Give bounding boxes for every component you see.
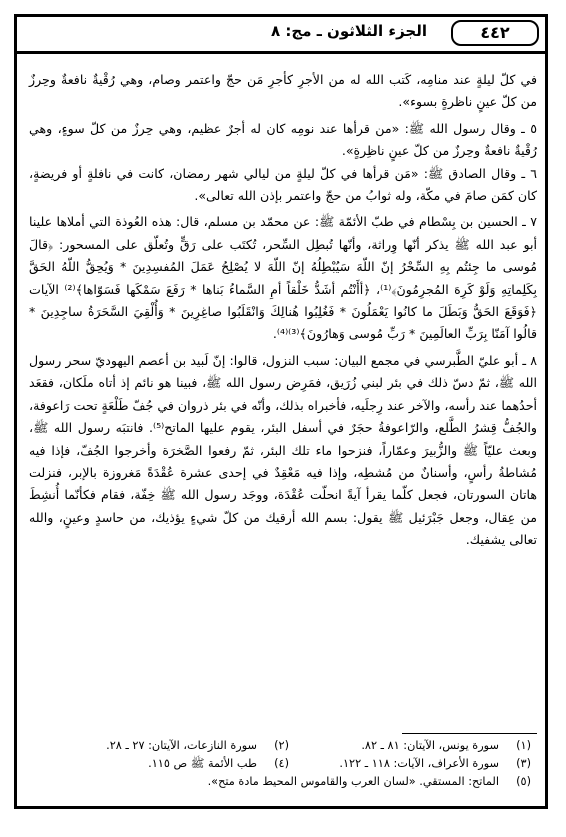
footnote-number: (١) <box>516 739 531 752</box>
footnote-text: الماتح: المستقي. «لسان العرب والقاموس المحيط مادة متح». <box>207 775 499 788</box>
footnote-text: سورة يونس، الآيتان: ٨١ ـ ٨٢. <box>361 739 499 752</box>
paragraph-5: ٨ ـ أبو عليّ الطَّبرسي في مجمع البيان: سبب النزول، قالوا: إنّ لَبيد بن أعصم اليهوديّ سحر رسول الله ﷺ، ثمّ دسّ ذلك في بئر لبني زُرَيق، فمَرِض رسول الله ﷺ، فبينا هو نائم إذ أتاه ملَكان، فقعَد أحدُهما عند رأسه، والآخر عند رِجلَيه، فأخبراه بذلك، وأنّه في بئر ذروان في جُفّ طَلْعَةٍ تحت رَاعوفة، والجُفُّ قِشرُ الطَّلع، والرّاعوفةُ حجَرٌ في أسفل البئر، يقوم عليها الماتح⁽⁵⁾. فانتبَه رسول الله ﷺ، وبعث عليّاً ﷺ والزُّبيرَ وعمّاراً، فنزحوا ماء تلك البئر، ثمّ رفعوا الصَّخرَة وأخرجوا الجُفّ، فإذا فيه مُشاطةُ رأسٍ، وأسنانٌ من مُشطِه، وإذا فيه مَعْقِدٌ في إحدى عشرة عُقْدَةً مَغروزة بالإبر، فنزلت هاتان السورتان، فجعل كلّما يقرأ آيةً انحلّت عُقْدَة، ووجَد رسول الله ﷺ خِفّة، فقام فكأنّما أُنشِطَ من عِقال، وجعل جَبْرَئيل ﷺ يقول: بسم الله أرقيك من كلّ شيءٍ يؤذيك، من حاسدٍ وعينٍ، والله تعالى يشفيك. <box>29 352 537 548</box>
footnote-2 <box>47 737 289 755</box>
footnote-number: (٥) <box>516 775 531 788</box>
footnote-divider <box>402 733 537 734</box>
page-number: ٤٤٢ <box>451 20 539 46</box>
footnote-1 <box>289 737 531 755</box>
footnote-row <box>47 737 531 755</box>
footnote-4 <box>47 755 289 773</box>
footnote-text: سورة الأعراف، الآيات: ١١٨ ـ ١٢٢. <box>339 757 499 770</box>
page-frame <box>14 14 548 809</box>
paragraph-3: ٦ ـ وقال الصادق ﷺ: «مَن قرأها في كلّ ليلةٍ من ليالي شهر رمضان، كانت في نافلةٍ أو فريضةٍ، كان كمَن صامَ في مكّة، وله ثوابُ من حجّ واعتمر بإذن الله تعالى». <box>29 165 537 204</box>
running-title: الجزء الثلاثون ـ مج: ٨ <box>271 22 427 40</box>
footnote-text: طب الأئمة ﷺ ص ١١٥. <box>148 757 257 770</box>
footnote-text: سورة النازعات، الآيتان: ٢٧ ـ ٢٨. <box>106 739 257 752</box>
footnote-3 <box>289 755 531 773</box>
paragraph-1: في كلّ ليلةٍ عند منامِه، كَتب الله له من الأجرِ كأجرِ مَن حجّ واعتمر وصام، وهي رُقْيةٌ نافعةٌ وحِرزٌ من كلّ عينٍ ناظرةٍ بسوء». <box>29 72 537 110</box>
footnote-number: (٤) <box>274 757 289 770</box>
paragraph-2: ٥ ـ وقال رسول الله ﷺ: «من قرأها عند نومِه كان له أجرٌ عظيم، وهي حِرزٌ من كلّ سوءٍ، وهي رُقْيةٌ نافعةٌ وحِرزٌ من كلّ عينٍ ناظِرةٍ». <box>29 120 537 159</box>
footnote-number: (٣) <box>516 757 531 770</box>
body-text <box>29 69 537 552</box>
footnote-number: (٢) <box>274 739 289 752</box>
footnote-row <box>47 755 531 773</box>
page-header <box>17 17 545 54</box>
footnote-5 <box>47 773 531 791</box>
paragraph-4: ٧ ـ الحسين بن بِسْطام في طبّ الأئمّة ﷺ: عن محمّد بن مسلم، قال: هذه العُوذة التي أملاها علينا أبو عبد الله ﷺ يذكر أنّها وِراثة، وأنّها تُبطِل السِّحر، تُكتَب على رَقٍّ وتُعلّق على المسحور: ﴿قالَ مُوسى ما جِئتُم بِهِ السِّحْرُ إنّ اللّهَ سَيُبْطِلُهُ إنّ اللّهَ لا يُصْلِحُ عَمَلَ المُفسِدِينَ * وَيُحِقُّ اللّهُ الحَقَّ بِكَلِماتِهِ وَلَوْ كَرِهَ المُجرِمُونَ﴾⁽¹⁾، ﴿أأَنْتُم أشَدُّ خَلْقاً أمِ السَّماءُ بَناها * رَفَعَ سَمْكَها فَسَوّاها﴾⁽²⁾ الآيات ﴿فَوَقَعَ الحَقُّ وَبَطَلَ ما كانُوا يَعْمَلُونَ * فَغُلِبُوا هُنالِكَ وَانْقَلَبُوا صاغِرِينَ * وَأُلْقِيَ السَّحَرَةُ ساجِدِينَ * قالُوا آمَنّا بِرَبِّ العالَمِينَ * رَبِّ مُوسى وَهارُونَ﴾⁽³⁾⁽⁴⁾. <box>29 214 537 342</box>
footnotes <box>47 737 531 791</box>
